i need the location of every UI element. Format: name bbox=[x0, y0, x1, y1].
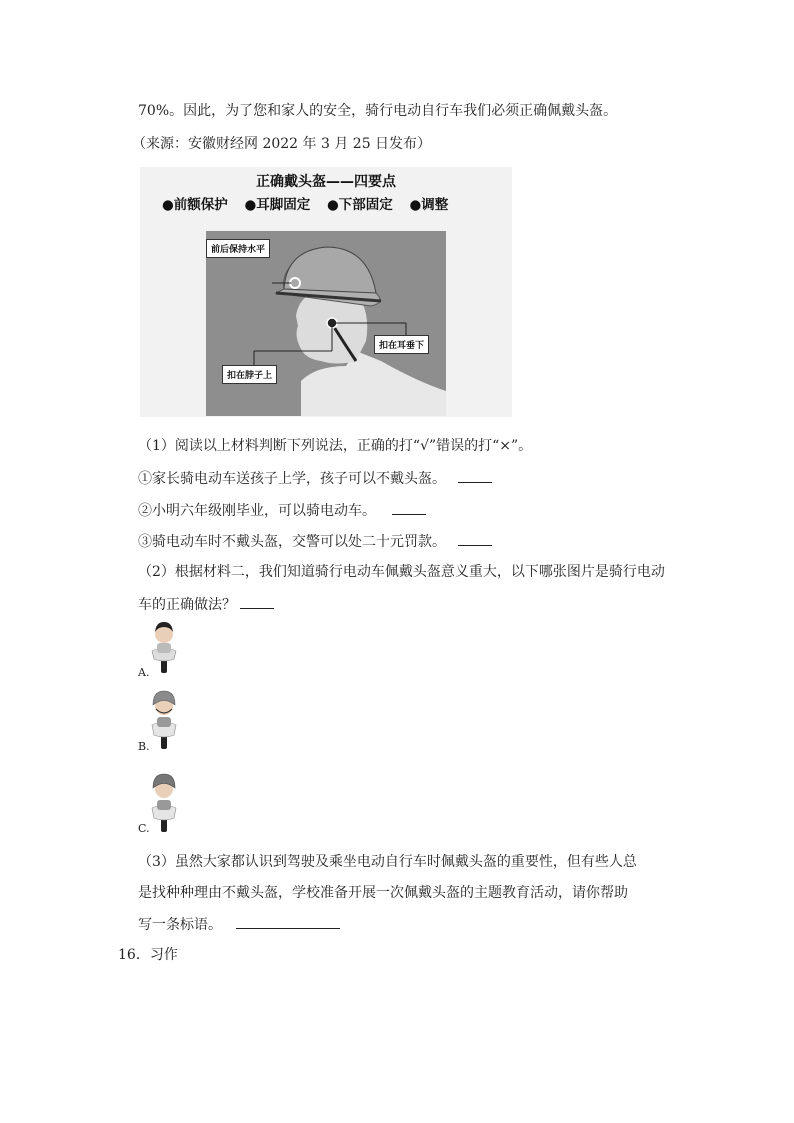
answer-blank[interactable] bbox=[458, 531, 492, 546]
answer-blank[interactable] bbox=[458, 468, 492, 483]
q3-line-3 bbox=[138, 914, 340, 935]
q1-prompt: （1）阅读以上材料判断下列说法，正确的打“√”错误的打“×”。 bbox=[138, 438, 533, 454]
q2-line-1: （2）根据材料二，我们知道骑行电动车佩戴头盔意义重大，以下哪张图片是骑行电动 bbox=[138, 564, 665, 580]
q1-item-3-text: ③骑电动车时不戴头盔，交警可以处二十元罚款。 bbox=[138, 534, 446, 550]
q3-line-1: （3）虽然大家都认识到驾驶及乘坐电动自行车时佩戴头盔的重要性，但有些人总 bbox=[138, 854, 637, 870]
option-b-label: B. bbox=[138, 740, 150, 753]
figure-points bbox=[162, 193, 460, 213]
q2-line-2 bbox=[138, 594, 274, 615]
callout-neck: 扣在脖子上 bbox=[222, 365, 277, 384]
helmet-photo bbox=[206, 231, 446, 416]
answer-blank[interactable] bbox=[240, 594, 274, 609]
text-line: 70%。因此，为了您和家人的安全，骑行电动自行车我们必须正确佩戴头盔。 bbox=[138, 103, 618, 119]
point-lower: ●下部固定 bbox=[326, 197, 393, 213]
figure-title: 正确戴头盔——四要点 bbox=[256, 174, 396, 190]
point-ear: ●耳脚固定 bbox=[244, 197, 311, 213]
callout-level: 前后保持水平 bbox=[206, 239, 270, 258]
section-heading: 16．习作 bbox=[118, 947, 178, 963]
callout-ear: 扣在耳垂下 bbox=[374, 335, 429, 354]
source-citation: （来源：安徽财经网 2022 年 3 月 25 日发布） bbox=[132, 136, 432, 152]
q1-item-1-text: ①家长骑电动车送孩子上学，孩子可以不戴头盔。 bbox=[138, 471, 446, 487]
q3-line-3-text: 写一条标语。 bbox=[138, 917, 222, 933]
helmet-figure bbox=[140, 167, 512, 417]
helmet-person-illustration bbox=[206, 231, 446, 416]
q1-item-2 bbox=[138, 500, 426, 521]
q2-line-2-text: 车的正确做法？ bbox=[138, 597, 236, 613]
q1-item-3 bbox=[138, 531, 492, 552]
option-c-label: C. bbox=[138, 822, 150, 835]
rider-a-icon bbox=[148, 617, 180, 675]
rider-b-icon bbox=[148, 687, 180, 751]
answer-blank[interactable] bbox=[236, 914, 340, 929]
rider-c-icon bbox=[148, 770, 180, 834]
point-adjust: ●调整 bbox=[409, 197, 449, 213]
q1-item-2-text: ②小明六年级刚毕业，可以骑电动车。 bbox=[138, 503, 376, 519]
point-forehead: ●前额保护 bbox=[162, 197, 228, 213]
answer-blank[interactable] bbox=[392, 500, 426, 515]
option-a-label: A. bbox=[138, 666, 150, 679]
q1-item-1 bbox=[138, 468, 492, 489]
q3-line-2: 是找种种理由不戴头盔，学校准备开展一次佩戴头盔的主题教育活动，请你帮助 bbox=[138, 885, 628, 901]
